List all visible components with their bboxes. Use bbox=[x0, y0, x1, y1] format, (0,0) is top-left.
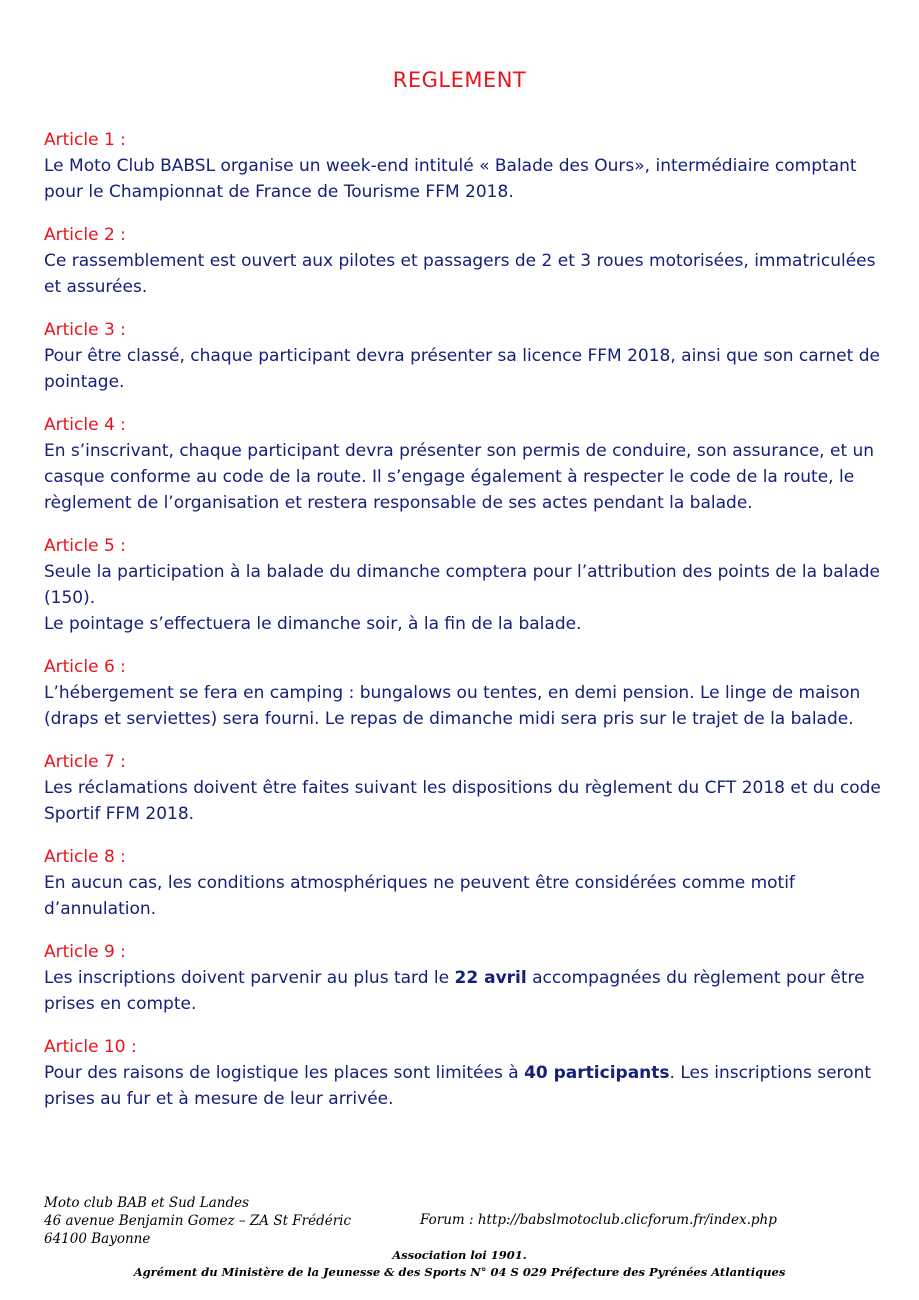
paragraph-text: En s’inscrivant, chaque participant devra présenter son permis de conduire, son assurance, et un casque conforme au code de la route. Il s’engage également à respecter le code de la route, le règlement de l’organisation et restera responsable de ses actes pendant la balade. bbox=[44, 441, 875, 513]
paragraph-text: Les inscriptions doivent parvenir au plus tard le bbox=[44, 968, 455, 988]
footer-agrement: Agrément du Ministère de la Jeunesse & des Sports N° 04 S 029 Préfecture des Pyrénées Atlantiques bbox=[133, 1265, 786, 1279]
paragraph-text: Les réclamations doivent être faites suivant les dispositions du règlement du CFT 2018 et du code Sportif FFM 2018. bbox=[44, 778, 881, 824]
article-1 bbox=[44, 127, 884, 205]
article-heading: Article 3 : bbox=[44, 320, 126, 340]
article-heading: Article 6 : bbox=[44, 657, 126, 677]
emphasis-text: 22 avril bbox=[454, 968, 527, 988]
paragraph-text: Ce rassemblement est ouvert aux pilotes et passagers de 2 et 3 roues motorisées, immatriculées et assurées. bbox=[44, 251, 876, 297]
article-9 bbox=[44, 939, 884, 1017]
footer-association: Association loi 1901. bbox=[392, 1248, 527, 1262]
article-paragraph bbox=[44, 153, 884, 205]
article-paragraph bbox=[44, 343, 884, 395]
page-title: REGLEMENT bbox=[392, 68, 527, 92]
article-paragraph bbox=[44, 870, 884, 922]
article-7 bbox=[44, 749, 884, 827]
article-heading: Article 2 : bbox=[44, 225, 126, 245]
paragraph-text: Pour être classé, chaque participant devra présenter sa licence FFM 2018, ainsi que son carnet de pointage. bbox=[44, 346, 880, 392]
article-paragraph bbox=[44, 611, 884, 637]
article-5 bbox=[44, 533, 884, 637]
footer-address-line: 46 avenue Benjamin Gomez – ZA St Frédéric bbox=[44, 1213, 352, 1229]
article-6 bbox=[44, 654, 884, 732]
emphasis-text: 40 participants bbox=[524, 1063, 670, 1083]
paragraph-text: Le Moto Club BABSL organise un week-end intitulé « Balade des Ours», intermédiaire comptant pour le Championnat de France de Tourisme FFM 2018. bbox=[44, 156, 857, 202]
article-paragraph bbox=[44, 775, 884, 827]
article-4 bbox=[44, 412, 884, 516]
article-paragraph bbox=[44, 680, 884, 732]
article-8 bbox=[44, 844, 884, 922]
article-paragraph bbox=[44, 248, 884, 300]
paragraph-text: Pour des raisons de logistique les places sont limitées à bbox=[44, 1063, 525, 1083]
article-paragraph bbox=[44, 438, 884, 516]
paragraph-text: En aucun cas, les conditions atmosphériques ne peuvent être considérées comme motif d’annulation. bbox=[44, 873, 795, 919]
paragraph-text: Seule la participation à la balade du dimanche comptera pour l’attribution des points de la balade (150). bbox=[44, 562, 881, 608]
article-10 bbox=[44, 1034, 884, 1112]
article-paragraph bbox=[44, 559, 884, 611]
article-2 bbox=[44, 222, 884, 300]
paragraph-text: Le pointage s’effectuera le dimanche soir, à la fin de la balade. bbox=[44, 614, 582, 634]
footer-address-block bbox=[44, 1194, 351, 1248]
article-heading: Article 1 : bbox=[44, 130, 126, 150]
article-heading: Article 7 : bbox=[44, 752, 126, 772]
article-heading: Article 9 : bbox=[44, 942, 126, 962]
footer-club-name: Moto club BAB et Sud Landes bbox=[44, 1195, 250, 1211]
footer-city-line: 64100 Bayonne bbox=[44, 1231, 151, 1247]
article-3 bbox=[44, 317, 884, 395]
paragraph-text: accompagnées du règlement pour être prises en compte. bbox=[44, 968, 865, 1014]
article-heading: Article 8 : bbox=[44, 847, 126, 867]
article-heading: Article 10 : bbox=[44, 1037, 137, 1057]
footer-forum-link: Forum : http://babslmotoclub.clicforum.fr/index.php bbox=[420, 1212, 777, 1228]
article-paragraph bbox=[44, 965, 884, 1017]
article-heading: Article 5 : bbox=[44, 536, 126, 556]
paragraph-text: . Les inscriptions seront prises au fur et à mesure de leur arrivée. bbox=[44, 1063, 872, 1109]
paragraph-text: L’hébergement se fera en camping : bungalows ou tentes, en demi pension. Le linge de maison (draps et serviettes) sera fourni. Le repas de dimanche midi sera pris sur le trajet de la balade. bbox=[44, 683, 861, 729]
article-paragraph bbox=[44, 1060, 884, 1112]
article-heading: Article 4 : bbox=[44, 415, 126, 435]
articles-list bbox=[44, 127, 884, 1129]
